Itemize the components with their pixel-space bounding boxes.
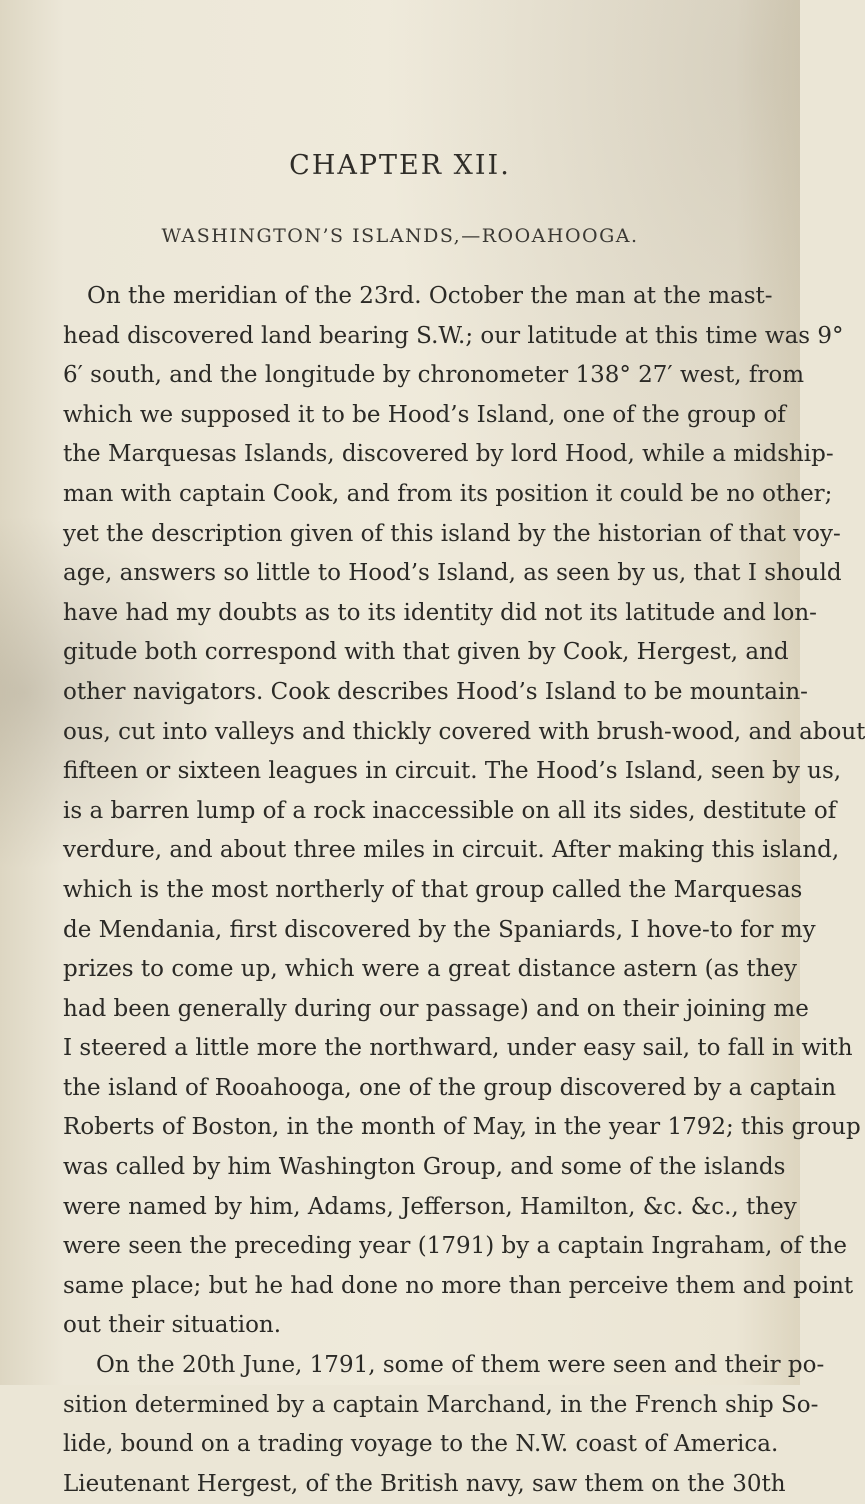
text-line: head discovered land bearing S.W.; our latitude at this time was 9° [63, 322, 844, 349]
text-line: Roberts of Boston, in the month of May, in the year 1792; this group [63, 1114, 861, 1141]
text-line: had been generally during our passage) and on their joining me [63, 995, 809, 1022]
text-line: verdure, and about three miles in circuit. After making this island, [63, 837, 840, 864]
text-line: were named by him, Adams, Jefferson, Hamilton, &c. &c., they [63, 1193, 797, 1220]
text-line: On the meridian of the 23rd. October the man at the mast- [87, 283, 773, 309]
text-line: out their situation. [63, 1312, 282, 1339]
text-line: which is the most northerly of that group called the Marquesas [63, 876, 803, 903]
text-line: which we supposed it to be Hood’s Island, one of the group of [63, 401, 786, 428]
text-line: was called by him Washington Group, and some of the islands [63, 1154, 786, 1181]
text-line: have had my doubts as to its identity did not its latitude and lon- [63, 599, 817, 626]
text-line: age, answers so little to Hood’s Island, as seen by us, that I should [63, 560, 842, 587]
text-line: man with captain Cook, and from its position it could be no other; [63, 480, 833, 507]
text-line: fifteen or sixteen leagues in circuit. The Hood’s Island, seen by us, [63, 758, 842, 785]
text-line: ous, cut into valleys and thickly covered with brush-wood, and about [63, 718, 865, 745]
text-line: 6′ south, and the longitude by chronometer 138° 27′ west, from [63, 362, 805, 389]
text-line: same place; but he had done no more than perceive them and point [63, 1272, 854, 1299]
text-line: lide, bound on a trading voyage to the N.W. coast of America. [63, 1431, 779, 1458]
text-line: de Mendania, first discovered by the Spaniards, I hove-to for my [63, 916, 816, 943]
text-line: is a barren lump of a rock inaccessible on all its sides, destitute of [63, 797, 837, 824]
text-line: were seen the preceding year (1791) by a captain Ingraham, of the [63, 1233, 847, 1260]
text-line: yet the description given of this island by the historian of that voy- [63, 520, 841, 547]
text-line: On the 20th June, 1791, some of them were seen and their po- [96, 1352, 825, 1379]
text-line: the island of Rooahooga, one of the group discovered by a captain [63, 1074, 837, 1101]
text-line: sition determined by a captain Marchand, in the French ship So- [63, 1391, 819, 1418]
chapter-subtitle: WASHINGTON’S ISLANDS,—ROOAHOOGA. [161, 225, 639, 247]
text-line: prizes to come up, which were a great distance astern (as they [63, 956, 798, 983]
chapter-title: CHAPTER XII. [289, 150, 511, 181]
text-line: gitude both correspond with that given by Cook, Hergest, and [63, 639, 789, 666]
text-line: the Marquesas Islands, discovered by lord Hood, while a midship- [63, 441, 834, 468]
body-text [63, 277, 865, 1504]
text-line: I steered a little more the northward, under easy sail, to fall in with [63, 1035, 853, 1062]
text-line: other navigators. Cook describes Hood’s Island to be mountain- [63, 678, 808, 705]
text-line: Lieutenant Hergest, of the British navy, saw them on the 30th [63, 1470, 786, 1497]
